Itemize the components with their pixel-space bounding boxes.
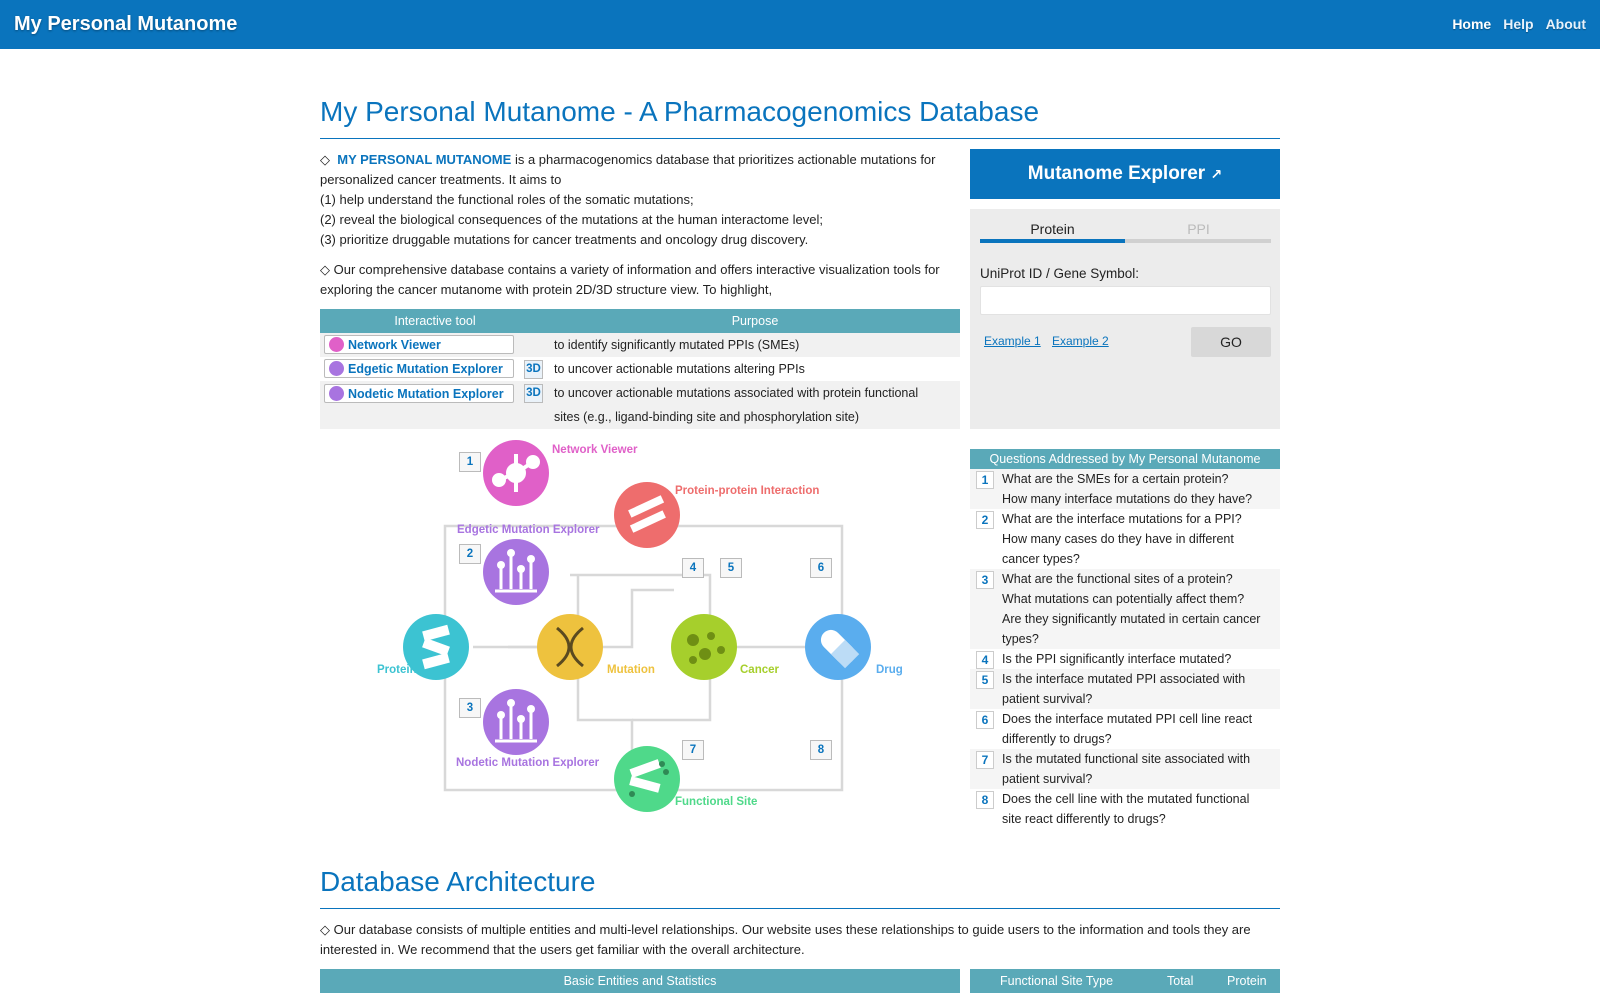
functional-site-type-col: Functional Site Type [1000, 974, 1114, 988]
question-item [970, 569, 1280, 649]
table-row [320, 333, 960, 357]
example-1-link[interactable]: Example 1 [984, 334, 1041, 348]
question-item [970, 649, 1280, 669]
nodetic-icon [329, 386, 344, 401]
nodetic-explorer-button[interactable] [324, 384, 514, 403]
tool-label: Edgetic Mutation Explorer [348, 361, 503, 376]
diagram-number-2[interactable]: 2 [459, 544, 481, 564]
external-link-icon: ↗ [1210, 166, 1223, 182]
tool-diagram [370, 440, 930, 830]
tab-ppi[interactable]: PPI [1187, 221, 1210, 237]
network-viewer-button[interactable] [324, 335, 514, 354]
question-text: Is the PPI significantly interface mutated? [1002, 652, 1232, 666]
intro-text: is a pharmacogenomics database that prioritizes actionable mutations for personalized cancer treatments. It aims to [320, 152, 936, 187]
functional-site-header [970, 969, 1280, 993]
aim-1: (1) help understand the functional roles of the somatic mutations; [320, 192, 694, 207]
diagram-number-1[interactable]: 1 [459, 452, 481, 472]
functional-site-icon[interactable] [614, 746, 680, 812]
question-text: Does the interface mutated PPI cell line react differently to drugs? [1002, 712, 1253, 746]
intro-paragraph [320, 150, 962, 250]
nav-help-link[interactable]: Help [1503, 16, 1534, 32]
protein-label: Protein [377, 664, 417, 676]
tab-indicator [980, 239, 1271, 243]
diamond-bullet: ◇ [320, 152, 330, 167]
nav-home-link[interactable]: Home [1452, 16, 1492, 32]
tools-header-tool: Interactive tool [320, 309, 550, 333]
tool-label: Network Viewer [348, 337, 441, 352]
protein-col: Protein [1227, 974, 1267, 988]
diagram-number-7[interactable]: 7 [682, 740, 704, 760]
main-nav [1452, 16, 1586, 32]
functional-site-label: Functional Site [675, 796, 758, 808]
question-number[interactable]: 6 [976, 711, 994, 729]
ppi-label: Protein-protein Interaction [675, 485, 820, 497]
uniprot-search-input[interactable] [980, 286, 1271, 315]
aim-3: (3) prioritize druggable mutations for cancer treatments and oncology drug discovery. [320, 232, 809, 247]
nodetic-3d-button[interactable]: 3D [524, 384, 543, 403]
top-navbar [0, 0, 1600, 49]
intro-highlight: MY PERSONAL MUTANOME [337, 152, 512, 167]
diagram-number-8[interactable]: 8 [810, 740, 832, 760]
site-brand[interactable]: My Personal Mutanome [14, 13, 238, 35]
question-item [970, 789, 1280, 829]
tool-purpose: to uncover actionable mutations associated with protein functional sites (e.g., ligand-binding site and phosphorylation site) [550, 381, 960, 429]
total-col: Total [1167, 974, 1194, 988]
explorer-title: Mutanome Explorer [1027, 163, 1206, 184]
edgetic-label: Edgetic Mutation Explorer [457, 524, 600, 536]
edgetic-explorer-button[interactable] [324, 359, 514, 378]
explorer-panel [970, 209, 1280, 429]
basic-entities-header: Basic Entities and Statistics [320, 969, 960, 993]
network-viewer-label: Network Viewer [552, 444, 638, 456]
table-row [320, 357, 960, 381]
diagram-number-6[interactable]: 6 [810, 558, 832, 578]
diagram-number-4[interactable]: 4 [682, 558, 704, 578]
cancer-icon[interactable] [671, 614, 737, 680]
edgetic-explorer-icon[interactable] [483, 539, 549, 605]
question-text: What are the functional sites of a protein? What mutations can potentially affect them? Are they significantly mutated in certain cancer types? [1002, 572, 1261, 646]
question-text: What are the SMEs for a certain protein? How many interface mutations do they have? [1002, 472, 1253, 506]
page-title: My Personal Mutanome - A Pharmacogenomics Database [320, 96, 1040, 127]
drug-icon[interactable] [805, 614, 871, 680]
tab-protein[interactable]: Protein [1030, 221, 1075, 237]
tools-table [320, 309, 960, 429]
nodetic-label: Nodetic Mutation Explorer [456, 757, 600, 769]
tool-purpose: to identify significantly mutated PPIs (SMEs) [550, 333, 960, 357]
questions-header: Questions Addressed by My Personal Mutanome [970, 449, 1280, 469]
network-viewer-icon[interactable] [483, 440, 549, 506]
drug-label: Drug [876, 664, 903, 676]
aim-2: (2) reveal the biological consequences of the mutations at the human interactome level; [320, 212, 823, 227]
architecture-paragraph: ◇ Our database consists of multiple entities and multi-level relationships. Our website uses these relationships to guide users to the information and tools they are interested in. We recommend that the users get familiar with the overall architecture. [320, 922, 1251, 957]
architecture-divider [320, 908, 1280, 909]
diagram-number-5[interactable]: 5 [720, 558, 742, 578]
search-label: UniProt ID / Gene Symbol: [980, 266, 1140, 281]
question-item [970, 749, 1280, 789]
question-number[interactable]: 8 [976, 791, 994, 809]
table-row [320, 381, 960, 429]
cancer-label: Cancer [740, 664, 779, 676]
edgetic-3d-button[interactable]: 3D [524, 360, 543, 379]
example-2-link[interactable]: Example 2 [1052, 334, 1109, 348]
architecture-title: Database Architecture [320, 866, 596, 897]
question-item [970, 469, 1280, 509]
question-number[interactable]: 2 [976, 511, 994, 529]
diagram-number-3[interactable]: 3 [459, 698, 481, 718]
question-item [970, 709, 1280, 749]
intro-highlight-paragraph: ◇ Our comprehensive database contains a variety of information and offers interactive visualization tools for exploring the cancer mutanome with protein 2D/3D structure view. To highlight, [320, 262, 940, 297]
edgetic-icon [329, 361, 344, 376]
network-icon [329, 337, 344, 352]
go-button[interactable]: GO [1191, 327, 1271, 357]
question-text: Does the cell line with the mutated functional site react differently to drugs? [1002, 792, 1250, 826]
nav-about-link[interactable]: About [1545, 16, 1586, 32]
tool-label: Nodetic Mutation Explorer [348, 386, 504, 401]
question-number[interactable]: 1 [976, 471, 994, 489]
mutanome-explorer-header[interactable] [970, 149, 1280, 199]
question-number[interactable]: 3 [976, 571, 994, 589]
mutation-icon[interactable] [537, 614, 603, 680]
question-number[interactable]: 7 [976, 751, 994, 769]
mutation-label: Mutation [607, 664, 655, 676]
question-text: Is the interface mutated PPI associated with patient survival? [1002, 672, 1246, 706]
question-number[interactable]: 5 [976, 671, 994, 689]
tools-header-purpose: Purpose [550, 309, 960, 333]
question-text: What are the interface mutations for a PPI? How many cases do they have in different cancer types? [1002, 512, 1242, 566]
question-item [970, 669, 1280, 709]
nodetic-explorer-icon[interactable] [483, 689, 549, 755]
tool-purpose: to uncover actionable mutations altering PPIs [554, 362, 805, 376]
question-number[interactable]: 4 [976, 651, 994, 669]
ppi-icon[interactable] [614, 482, 680, 548]
question-item [970, 509, 1280, 569]
title-divider [320, 138, 1280, 139]
question-text: Is the mutated functional site associated with patient survival? [1002, 752, 1251, 786]
